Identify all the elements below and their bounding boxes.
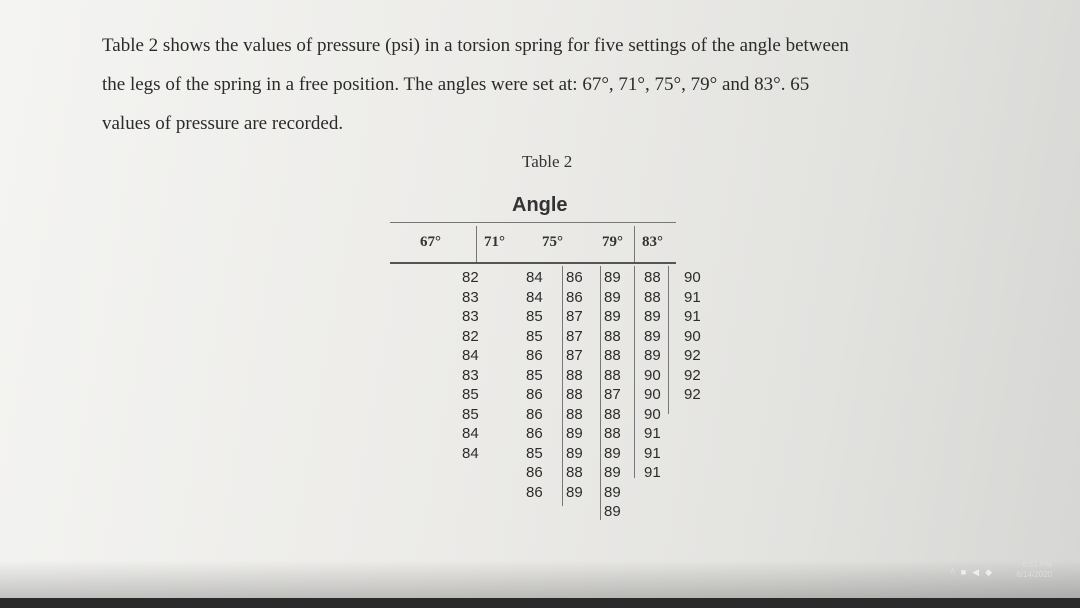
table-cell: 89	[566, 425, 583, 442]
table-header-rule	[390, 262, 676, 264]
table-cell: 92	[684, 347, 701, 364]
chevron-up-icon[interactable]: ^	[950, 567, 961, 577]
table-cell: 88	[566, 405, 583, 423]
document-screen	[40, 0, 1040, 600]
table-cell: 89	[644, 308, 661, 325]
table-cell: 89	[604, 503, 621, 520]
table-cell: 89	[566, 483, 583, 501]
clock-date: 6/14/2020	[1016, 570, 1052, 579]
table-cell: 84	[462, 425, 479, 442]
tray-icons	[950, 567, 998, 578]
table-cell: 90	[684, 327, 701, 345]
table-cell: 91	[684, 288, 701, 306]
table-cell: 85	[526, 444, 543, 462]
table-cell: 86	[526, 386, 543, 403]
system-clock[interactable]	[1016, 560, 1052, 580]
table-cell: 89	[604, 444, 621, 462]
header-67: 67°	[420, 234, 441, 250]
column-75a	[566, 268, 583, 502]
table-cell: 88	[604, 425, 621, 442]
table-cell: 89	[644, 347, 661, 364]
table-cell: 88	[566, 366, 583, 384]
table-cell: 89	[604, 308, 621, 325]
table-cell: 84	[462, 347, 479, 364]
column-79	[644, 268, 661, 483]
table-cell: 91	[644, 444, 661, 462]
table-cell: 88	[604, 327, 621, 345]
table-cell: 84	[526, 288, 543, 306]
column-67	[462, 268, 479, 463]
table-cell: 90	[684, 269, 701, 286]
table-cell: 83	[462, 308, 479, 325]
column-divider	[562, 266, 563, 506]
column-71	[526, 268, 543, 502]
table-cell: 89	[604, 288, 621, 306]
table-cell: 88	[644, 288, 661, 306]
table-cell: 91	[644, 464, 661, 481]
table-cell: 82	[462, 327, 479, 345]
column-divider	[600, 266, 601, 520]
paragraph-line: values of pressure are recorded.	[102, 113, 344, 134]
table-cell: 86	[526, 405, 543, 423]
table-cell: 90	[644, 366, 661, 384]
clock-time: 8:51 PM	[1022, 560, 1052, 569]
header-79: 79°	[602, 234, 623, 250]
column-75b	[604, 268, 621, 522]
table-cell: 88	[644, 269, 661, 286]
table-top-rule	[390, 222, 676, 223]
table-cell: 82	[462, 269, 479, 286]
table-cell: 92	[684, 366, 701, 384]
paragraph-line: Table 2 shows the values of pressure (psi) in a torsion spring for five settings of the angle between	[102, 35, 849, 56]
table-cell: 88	[566, 464, 583, 481]
table-cell: 84	[526, 269, 543, 286]
table-cell: 88	[604, 405, 621, 423]
monitor-bezel	[0, 598, 1080, 608]
table-cell: 86	[526, 483, 543, 501]
table-cell: 88	[604, 347, 621, 364]
intro-paragraph	[102, 26, 922, 143]
table-cell: 85	[526, 327, 543, 345]
table-cell: 89	[604, 483, 621, 501]
table-cell: 86	[526, 425, 543, 442]
table-cell: 83	[462, 288, 479, 306]
column-divider	[668, 266, 669, 414]
table-cell: 87	[566, 308, 583, 325]
header-divider	[476, 226, 477, 262]
table-cell: 90	[644, 386, 661, 403]
table-cell: 85	[526, 366, 543, 384]
table-cell: 87	[566, 347, 583, 364]
paragraph-line: the legs of the spring in a free position. The angles were set at: 67°, 71°, 75°, 79° and 83°. 65	[102, 74, 810, 95]
table-cell: 91	[684, 308, 701, 325]
table-cell: 89	[566, 444, 583, 462]
table-cell: 83	[462, 366, 479, 384]
column-divider	[634, 266, 635, 478]
column-83	[684, 268, 701, 405]
table-cell: 89	[604, 464, 621, 481]
table-cell: 88	[566, 386, 583, 403]
table-cell: 85	[526, 308, 543, 325]
table-cell: 90	[644, 405, 661, 423]
table-cell: 86	[526, 464, 543, 481]
table-cell: 91	[644, 425, 661, 442]
table-cell: 85	[462, 386, 479, 403]
table-caption: Table 2	[522, 152, 573, 171]
table-cell: 88	[604, 366, 621, 384]
header-divider	[634, 226, 635, 262]
pressure-table	[390, 222, 701, 522]
header-71: 71°	[484, 234, 505, 250]
table-cell: 89	[604, 269, 621, 286]
angle-group-header: Angle	[512, 194, 568, 216]
table-cell: 87	[604, 386, 621, 403]
table-cell: 85	[462, 405, 479, 423]
network-icon[interactable]: ◆	[985, 567, 998, 577]
table-cell: 86	[566, 269, 583, 286]
header-75: 75°	[542, 234, 563, 250]
table-cell: 86	[526, 347, 543, 364]
table-cell: 86	[566, 288, 583, 306]
table-cell: 87	[566, 327, 583, 345]
table-cell: 92	[684, 386, 701, 403]
table-cell: 89	[644, 327, 661, 345]
volume-icon[interactable]: ◀	[972, 567, 986, 577]
table-cell: 84	[462, 444, 479, 462]
battery-icon[interactable]: ■	[960, 567, 973, 577]
header-83: 83°	[642, 234, 663, 250]
